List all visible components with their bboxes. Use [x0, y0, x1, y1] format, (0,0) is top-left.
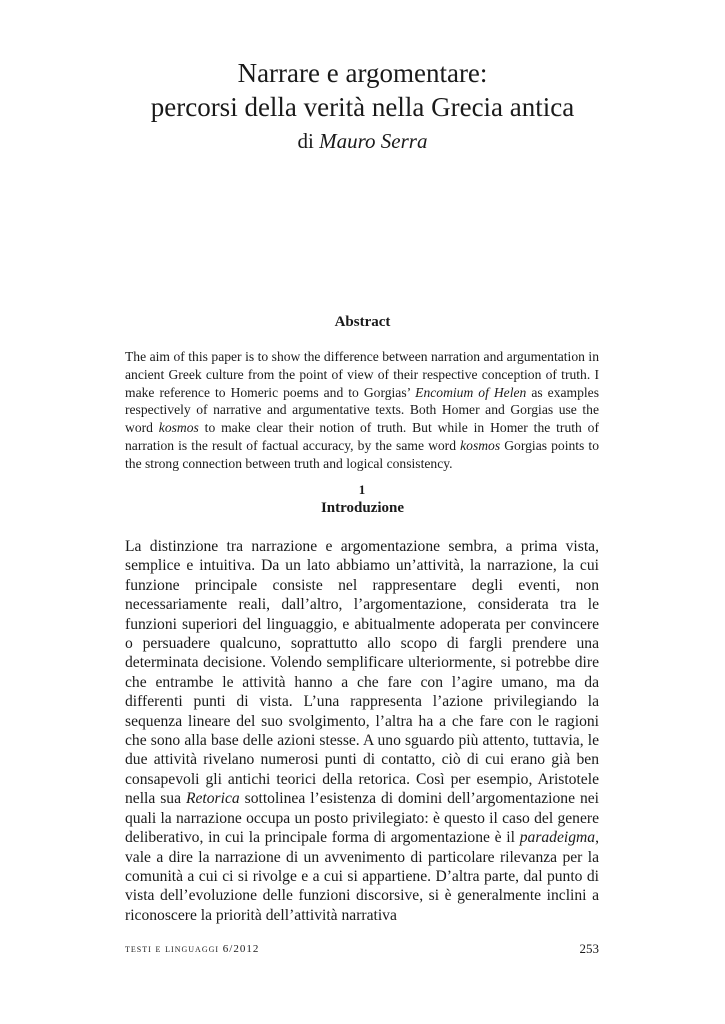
author-prefix: di — [297, 129, 314, 153]
abstract-heading: Abstract — [334, 314, 391, 330]
abstract-text-part: Gorgias points to the strong connection between truth and logical consistency. — [125, 437, 600, 471]
body-italic: paradeigma — [519, 829, 596, 847]
abstract-italic: Encomium of Helen — [415, 384, 527, 400]
section-title: Introduzione — [320, 500, 405, 516]
paper-title — [0, 56, 725, 124]
abstract-text-part: to make clear their notion of truth. But while in Homer the truth of narration is the result of factual accuracy, by the same word — [125, 420, 599, 453]
author-name: Mauro Serra — [319, 129, 428, 153]
abstract-text-part: as examples respectively of narrative and argumentative texts. Both Homer and Gorgias use the word — [125, 384, 599, 436]
body-text-part: La distinzione tra narrazione e argomentazione sembra, a prima vista, semplice e intuitiva. Da un lato abbiamo un’attività, la narrazione, la cui funzione principale consiste nel rappresentare degli eventi, non necessariamente reali, dall’altro, l’argomentazione, considerata tra le funzioni superiori del linguaggio, e abitualmente adoperata per convincere o persuadere qualcuno, soprattutto allo scopo di fargli prendere una determinata decisione. Volendo semplificare ulteriormente, si potrebbe dire che entrambe le attività hanno a che fare con l’agire umano, ma da differenti punti di vista. L’una rappresenta l’azione privilegiando la sequenza lineare del suo svolgimento, l’altra ha a che fare con le ragioni che sono alla base delle azioni stesse. A uno sguardo più attento, tuttavia, le due attività rivelano numerosi punti di contatto, ciò di cui erano già ben consapevoli gli antichi teorici della retorica. Così per esempio, Aristotele nella sua — [125, 538, 599, 808]
body-text-part: sottolinea l’esistenza di domini dell’argomentazione nei quali la narrazione occupa un posto privilegiato: è questo il caso del genere deliberativo, in cui la principale forma di argomentazione è il — [125, 790, 600, 847]
body-text-part: , vale a dire la narrazione di un avvenimento di particolare rilevanza per la comunità a cui ci si rivolge e a cui si appartiene. D’altra parte, dal punto di vista dell’evoluzione delle funzioni discorsive, si è generalmente inclini a riconoscere la priorità dell’attività narrativa — [125, 829, 599, 924]
abstract-italic: kosmos — [158, 420, 199, 436]
footer-journal: testi e linguaggi 6/2012 — [125, 943, 260, 955]
title-line-1: Narrare e argomentare: — [237, 58, 488, 88]
author-line — [0, 127, 725, 155]
body-paragraph — [125, 537, 599, 925]
title-line-2: percorsi della verità nella Grecia antica — [150, 92, 575, 122]
body-italic: Retorica — [185, 790, 240, 808]
abstract-text — [125, 348, 599, 473]
section-number: 1 — [358, 482, 367, 497]
page-number: 253 — [579, 941, 599, 956]
abstract-italic: kosmos — [460, 437, 501, 453]
abstract-text-part: The aim of this paper is to show the difference between narration and argumentation in ancient Greek culture from the point of view of their respective conception of truth. I make reference to Homeric poems and to Gorgias’ — [125, 349, 599, 400]
